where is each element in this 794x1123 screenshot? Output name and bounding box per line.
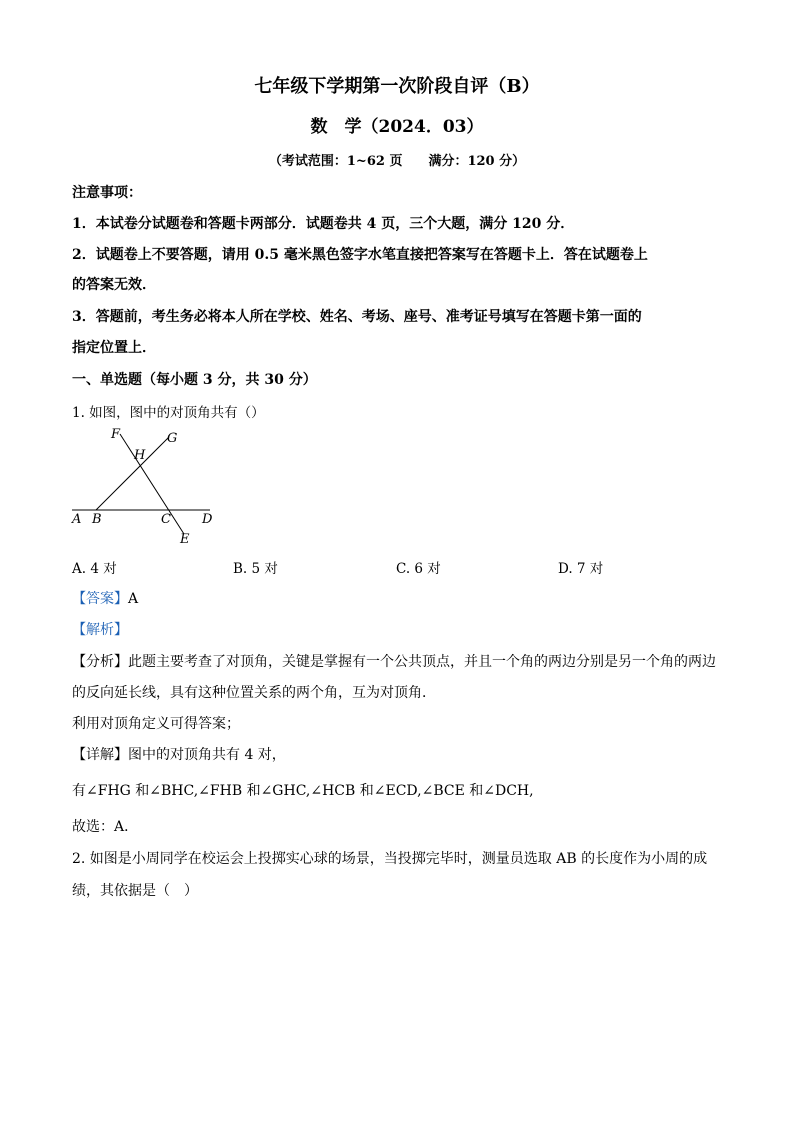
q1-answer	[72, 588, 138, 608]
analysis-tag: 【解析】	[72, 622, 128, 638]
label-c: C	[161, 512, 171, 527]
fenxi-tag: 【分析】	[72, 654, 128, 670]
detail-tag: 【详解】	[72, 747, 128, 763]
q1-option-c: C. 6 对	[396, 561, 441, 577]
detail-text: 图中的对顶角共有 4 对，	[128, 747, 286, 763]
q2-stem-cont: 绩，其依据是（ ）	[72, 883, 198, 899]
label-f: F	[111, 427, 121, 442]
label-e: E	[180, 532, 190, 547]
notes-item-2-cont: 的答案无效．	[72, 277, 156, 293]
subject-title: 数 学（2024．03）	[310, 117, 484, 137]
notes-item-2: 2．试题卷上不要答题，请用 0.5 毫米黑色签字水笔直接把答案写在答题卡上．答在试题卷上	[72, 247, 648, 263]
q1-option-b: B. 5 对	[233, 561, 278, 577]
answer-value: A	[128, 591, 139, 607]
q1-method: 利用对顶角定义可得答案；	[72, 716, 240, 732]
notes-item-1: 1．本试卷分试题卷和答题卡两部分．试题卷共 4 页，三个大题，满分 120 分．	[72, 216, 575, 232]
label-a: A	[72, 512, 82, 527]
label-d: D	[202, 512, 213, 527]
q1-detail	[72, 744, 286, 764]
notes-heading: 注意事项：	[72, 185, 142, 201]
line-fe	[120, 434, 184, 534]
exam-info: （考试范围：1~62 页 满分：120 分）	[268, 154, 526, 169]
q1-option-d: D. 7 对	[558, 561, 604, 577]
q2-stem: 2. 如图是小周同学在校运会上投掷实心球的场景，当投掷完毕时，测量员选取 AB 的长度作为小周的成	[72, 851, 708, 867]
line-bg	[96, 437, 169, 510]
section-heading: 一、单选题（每小题 3 分，共 30 分）	[72, 372, 317, 388]
q1-conclusion: 故选：A．	[72, 819, 139, 835]
notes-item-3: 3．答题前，考生务必将本人所在学校、姓名、考场、座号、准考证号填写在答题卡第一面的	[72, 309, 642, 325]
label-h: H	[134, 448, 146, 463]
exam-title: 七年级下学期第一次阶段自评（B）	[254, 76, 540, 97]
q1-fenxi	[72, 651, 716, 671]
label-g: G	[167, 431, 178, 446]
q1-stem: 1. 如图，图中的对顶角共有（）	[72, 405, 265, 421]
notes-item-3-cont: 指定位置上．	[72, 340, 156, 356]
q1-figure	[64, 422, 224, 550]
q1-fenxi-cont: 的反向延长线，具有这种位置关系的两个角，互为对顶角．	[72, 685, 436, 701]
label-b: B	[92, 512, 102, 527]
q1-pairs: 有∠FHG 和∠BHC,∠FHB 和∠GHC,∠HCB 和∠ECD,∠BCE 和∠DCH,	[72, 783, 534, 799]
answer-tag: 【答案】	[72, 591, 128, 607]
q1-option-a: A. 4 对	[72, 561, 117, 577]
fenxi-text: 此题主要考查了对顶角，关键是掌握有一个公共顶点，并且一个角的两边分别是另一个角的两边	[128, 654, 716, 670]
